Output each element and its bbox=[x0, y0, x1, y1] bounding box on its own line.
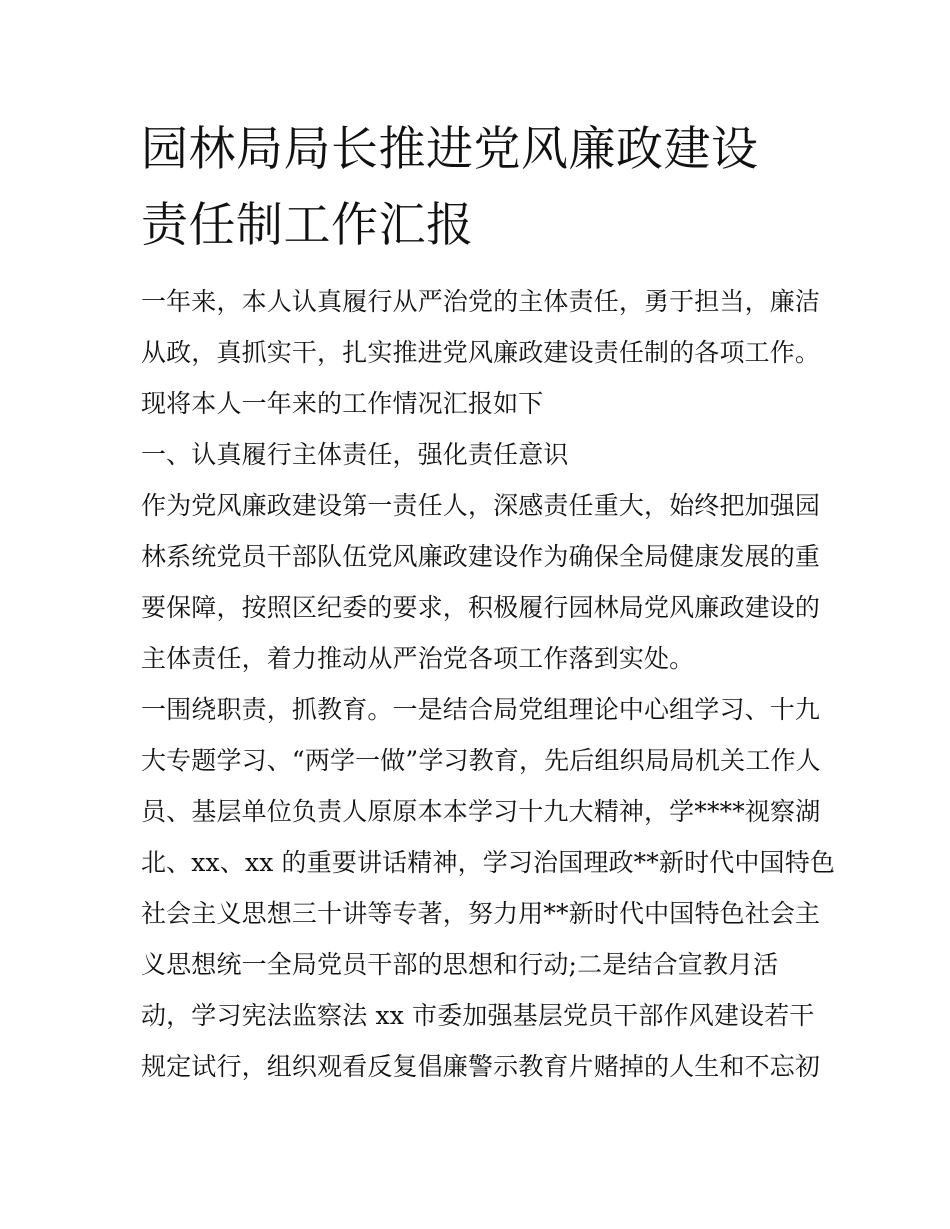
body-line-8: 主体责任，着力推动从严治党各项工作落到实处。 bbox=[141, 644, 695, 673]
body-line-15: 动，学习宪法监察法 xx 市委加强基层党员干部作风建设若干 bbox=[141, 1001, 815, 1030]
body-line-5: 作为党风廉政建设第一责任人，深感责任重大，始终把加强园 bbox=[141, 491, 821, 520]
body-line-10: 大专题学习、“两学一做”学习教育，先后组织局局机关工作人 bbox=[141, 746, 821, 775]
body-line-13: 社会主义思想三十讲等专著，努力用**新时代中国特色社会主 bbox=[141, 899, 821, 928]
body-line-1: 一年来，本人认真履行从严治党的主体责任，勇于担当，廉洁 bbox=[141, 287, 821, 316]
body-line-7: 要保障，按照区纪委的要求，积极履行园林局党风廉政建设的 bbox=[141, 593, 821, 622]
body-line-3: 现将本人一年来的工作情况汇报如下 bbox=[141, 389, 544, 418]
body-line-14: 义思想统一全局党员干部的思想和行动;二是结合宣教月活 bbox=[141, 950, 779, 979]
body-line-6: 林系统党员干部队伍党风廉政建设作为确保全局健康发展的重 bbox=[141, 542, 821, 571]
title-line-2: 责任制工作汇报 bbox=[141, 198, 474, 253]
document-title bbox=[141, 112, 831, 264]
body-line-2: 从政，真抓实干，扎实推进党风廉政建设责任制的各项工作。 bbox=[141, 338, 821, 367]
body-line-9: 一围绕职责，抓教育。一是结合局党组理论中心组学习、十九 bbox=[141, 695, 821, 724]
body-line-11: 员、基层单位负责人原原本本学习十九大精神，学****视察湖 bbox=[141, 797, 821, 826]
body-line-12: 北、xx、xx 的重要讲话精神，学习治国理政**新时代中国特色 bbox=[141, 848, 835, 877]
section-heading-1: 一、认真履行主体责任，强化责任意识 bbox=[141, 440, 569, 469]
body-line-16: 规定试行，组织观看反复倡廉警示教育片赌掉的人生和不忘初 bbox=[141, 1052, 821, 1081]
document-body bbox=[141, 276, 835, 1092]
title-line-1: 园林局局长推进党风廉政建设 bbox=[141, 122, 759, 177]
